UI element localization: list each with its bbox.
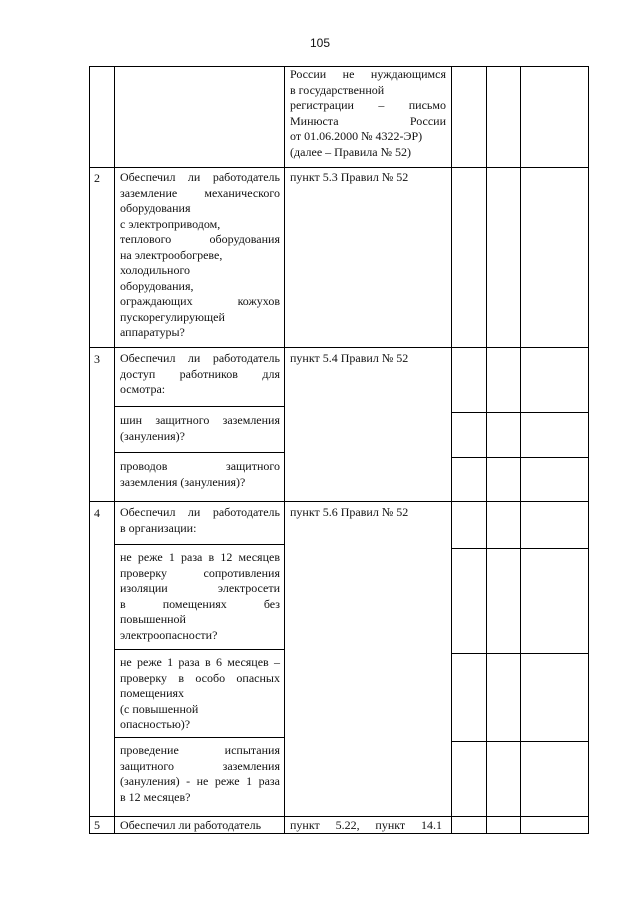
text-line: осмотра: — [120, 382, 166, 396]
text-line: защитного заземления — [120, 758, 280, 773]
column-border — [486, 66, 487, 834]
text-line: шин защитного заземления — [120, 413, 280, 427]
question-text: Обеспечил ли работодатель — [120, 818, 262, 832]
row-border — [89, 347, 589, 348]
sub-question-text — [120, 655, 280, 733]
text-line: проведение испытания — [120, 743, 280, 757]
row-border — [89, 501, 589, 502]
text-line: ограждающих кожухов — [120, 294, 280, 308]
legal-reference: пункт 5.3 Правил № 52 — [290, 170, 409, 184]
question-text — [120, 505, 280, 536]
column-border — [284, 66, 285, 834]
text-line: в 12 месяцев? — [120, 789, 191, 804]
legal-reference: пункт 5.22, пункт 14.1 — [290, 818, 442, 832]
row-number: 2 — [94, 171, 100, 185]
legal-reference-continued — [290, 67, 446, 160]
row-number: 4 — [94, 506, 100, 520]
column-border — [114, 66, 115, 834]
legal-reference: пункт 5.4 Правил № 52 — [290, 351, 409, 365]
column-border — [588, 66, 589, 834]
sub-question-text — [120, 550, 280, 643]
text-line: оборудования — [120, 201, 191, 215]
text-line: холодильного — [120, 263, 191, 277]
text-line: (зануления) - не реже 1 раза — [120, 774, 280, 788]
subrow-border — [114, 649, 284, 650]
text-line: пускорегулирующей — [120, 309, 225, 324]
text-line: с электроприводом, — [120, 216, 221, 231]
subrow-border — [114, 452, 284, 453]
subrow-border — [114, 737, 284, 738]
subrow-border — [114, 406, 284, 407]
question-text — [120, 170, 280, 341]
text-line: в организации: — [120, 520, 197, 535]
legal-reference: пункт 5.6 Правил № 52 — [290, 505, 409, 519]
subrow-border — [114, 544, 284, 545]
text-line: на электрообогреве, — [120, 247, 223, 262]
text-line: Обеспечил ли работодатель — [120, 505, 280, 519]
sub-question-text — [120, 743, 280, 805]
column-border — [520, 66, 521, 834]
row-border — [89, 816, 589, 817]
text-line: теплового оборудования — [120, 232, 280, 246]
text-line: помещениях — [120, 686, 185, 700]
text-line: аппаратуры? — [120, 325, 185, 339]
text-line: изоляции электросети — [120, 581, 280, 595]
text-line: заземления (зануления)? — [120, 474, 246, 489]
text-line: Минюста России — [290, 113, 446, 128]
row-number: 3 — [94, 352, 100, 366]
text-line: Обеспечил ли работодатель — [120, 170, 280, 184]
text-line: оборудования, — [120, 278, 194, 293]
page-number: 105 — [309, 36, 331, 50]
text-line: проверку сопротивления — [120, 565, 280, 580]
text-line: в помещениях без — [120, 596, 280, 611]
question-text — [120, 351, 280, 398]
column-border — [89, 66, 90, 834]
row-number: 5 — [94, 818, 100, 832]
text-line: от 01.06.2000 № 4322-ЭР) — [290, 129, 423, 143]
text-line: заземление механического — [120, 185, 280, 200]
sub-question-text — [120, 413, 280, 444]
text-line: проводов защитного — [120, 459, 280, 473]
text-line: регистрации – письмо — [290, 98, 446, 112]
text-line: повышенной — [120, 612, 186, 626]
text-line: не реже 1 раза в 6 месяцев – — [120, 655, 280, 669]
text-line: доступ работников для — [120, 366, 280, 381]
text-line: (зануления)? — [120, 428, 185, 443]
text-line: электроопасности? — [120, 627, 218, 642]
text-line: России не нуждающимся — [290, 67, 446, 81]
text-line: не реже 1 раза в 12 месяцев — [120, 550, 280, 564]
text-line: (далее – Правила № 52) — [290, 144, 412, 159]
text-line: Обеспечил ли работодатель — [120, 351, 280, 365]
checklist-table — [89, 66, 589, 834]
row-border — [89, 167, 589, 168]
text-line: (с повышенной — [120, 701, 199, 716]
text-line: в государственной — [290, 82, 385, 97]
text-line: опасностью)? — [120, 717, 191, 731]
text-line: проверку в особо опасных — [120, 670, 280, 685]
column-border — [451, 66, 452, 834]
sub-question-text — [120, 459, 280, 490]
